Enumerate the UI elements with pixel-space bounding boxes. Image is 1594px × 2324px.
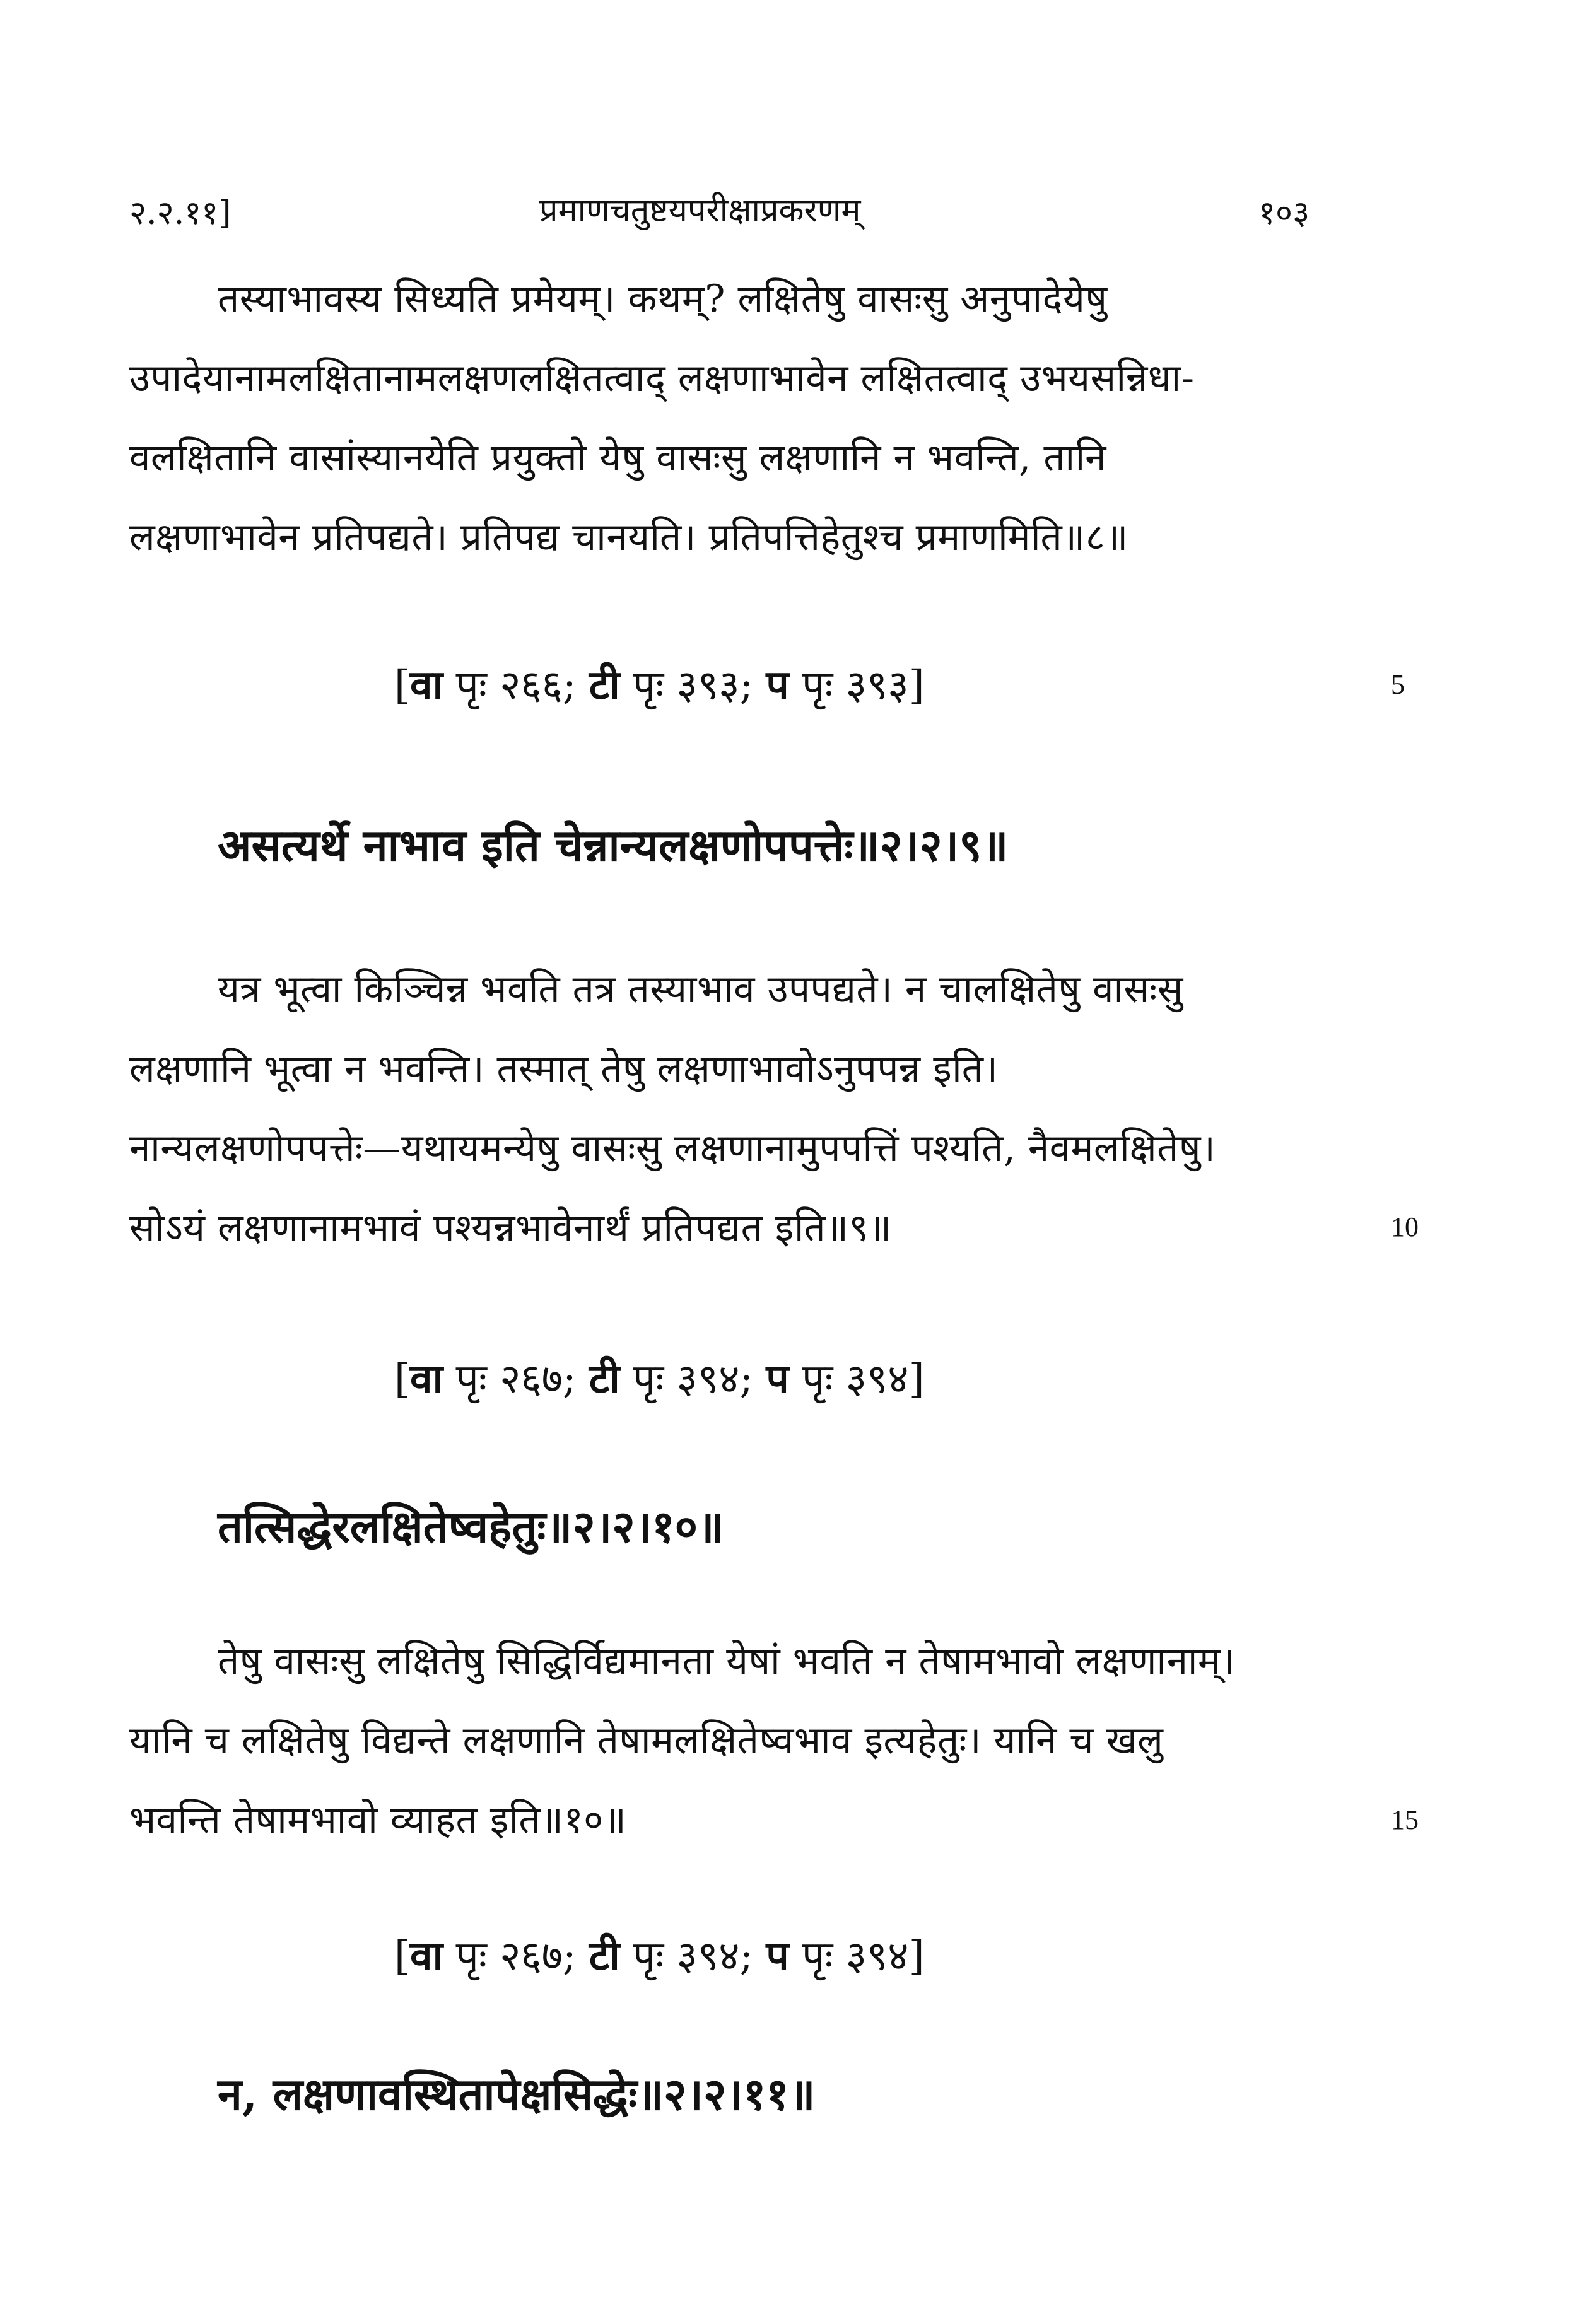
paragraph-3-line-3: भवन्ति तेषामभावो व्याहत इति॥१०॥ — [129, 1798, 627, 1842]
paragraph-2-line-3: नान्यलक्षणोपपत्तेः—यथायमन्येषु वासःसु लक्षणानामुपपत्तिं पश्यति, नैवमलक्षितेषु। — [129, 1126, 1216, 1171]
paragraph-2-line-2: लक्षणानि भूत्वा न भवन्ति। तस्मात् तेषु लक्षणाभावोऽनुपपन्न इति। — [129, 1047, 999, 1091]
paragraph-1-line-2: उपादेयानामलक्षितानामलक्षणलक्षितत्वाद् लक्षणाभावेन लक्षितत्वाद् उभयसन्निधा- — [129, 356, 1195, 400]
paragraph-3-line-2: यानि च लक्षितेषु विद्यन्ते लक्षणानि तेषामलक्षितेष्वभाव इत्यहेतुः। यानि च खलु — [129, 1719, 1164, 1763]
sutra-2-2-10: तत्सिद्धेरलक्षितेष्वहेतुः॥२।२।१०॥ — [218, 1500, 724, 1553]
header-title: प्रमाणचतुष्टयपरीक्षाप्रकरणम् — [539, 192, 861, 230]
reference-3: [वा पृः २६७; टी पृः ३९४; प पृः ३९४] — [394, 1932, 925, 1980]
paragraph-1-line-3: वलक्षितानि वासांस्यानयेति प्रयुक्तो येषु वासःसु लक्षणानि न भवन्ति, तानि — [129, 436, 1106, 480]
paragraph-1-line-1: तस्याभावस्य सिध्यति प्रमेयम्। कथम्? लक्षितेषु वासःसु अनुपादेयेषु — [218, 277, 1108, 321]
header-page-number: १०३ — [1258, 194, 1310, 232]
paragraph-2-line-4: सोऽयं लक्षणानामभावं पश्यन्नभावेनार्थं प्रतिपद्यत इति॥९॥ — [129, 1206, 892, 1250]
sutra-2-2-9: असत्यर्थे नाभाव इति चेन्नान्यलक्षणोपपत्तेः॥२।२।९॥ — [218, 819, 1009, 872]
reference-2: [वा पृः २६७; टी पृः ३९४; प पृः ३९४] — [394, 1355, 925, 1403]
header-section-number: २.२.११] — [129, 194, 231, 232]
line-marker-5: 5 — [1391, 669, 1405, 700]
line-marker-15: 15 — [1391, 1804, 1419, 1835]
paragraph-3-line-1: तेषु वासःसु लक्षितेषु सिद्धिर्विद्यमानता येषां भवति न तेषामभावो लक्षणानाम्। — [218, 1639, 1236, 1683]
line-marker-10: 10 — [1391, 1212, 1419, 1242]
paragraph-1-line-4: लक्षणाभावेन प्रतिपद्यते। प्रतिपद्य चानयति। प्रतिपत्तिहेतुश्च प्रमाणमिति॥८॥ — [129, 515, 1128, 559]
sutra-2-2-11: न, लक्षणावस्थितापेक्षसिद्धेः॥२।२।११॥ — [218, 2068, 816, 2120]
paragraph-2-line-1: यत्र भूत्वा किञ्चिन्न भवति तत्र तस्याभाव उपपद्यते। न चालक्षितेषु वासःसु — [218, 967, 1183, 1012]
reference-1: [वा पृः २६६; टी पृः ३९३; प पृः ३९३] — [394, 662, 925, 709]
